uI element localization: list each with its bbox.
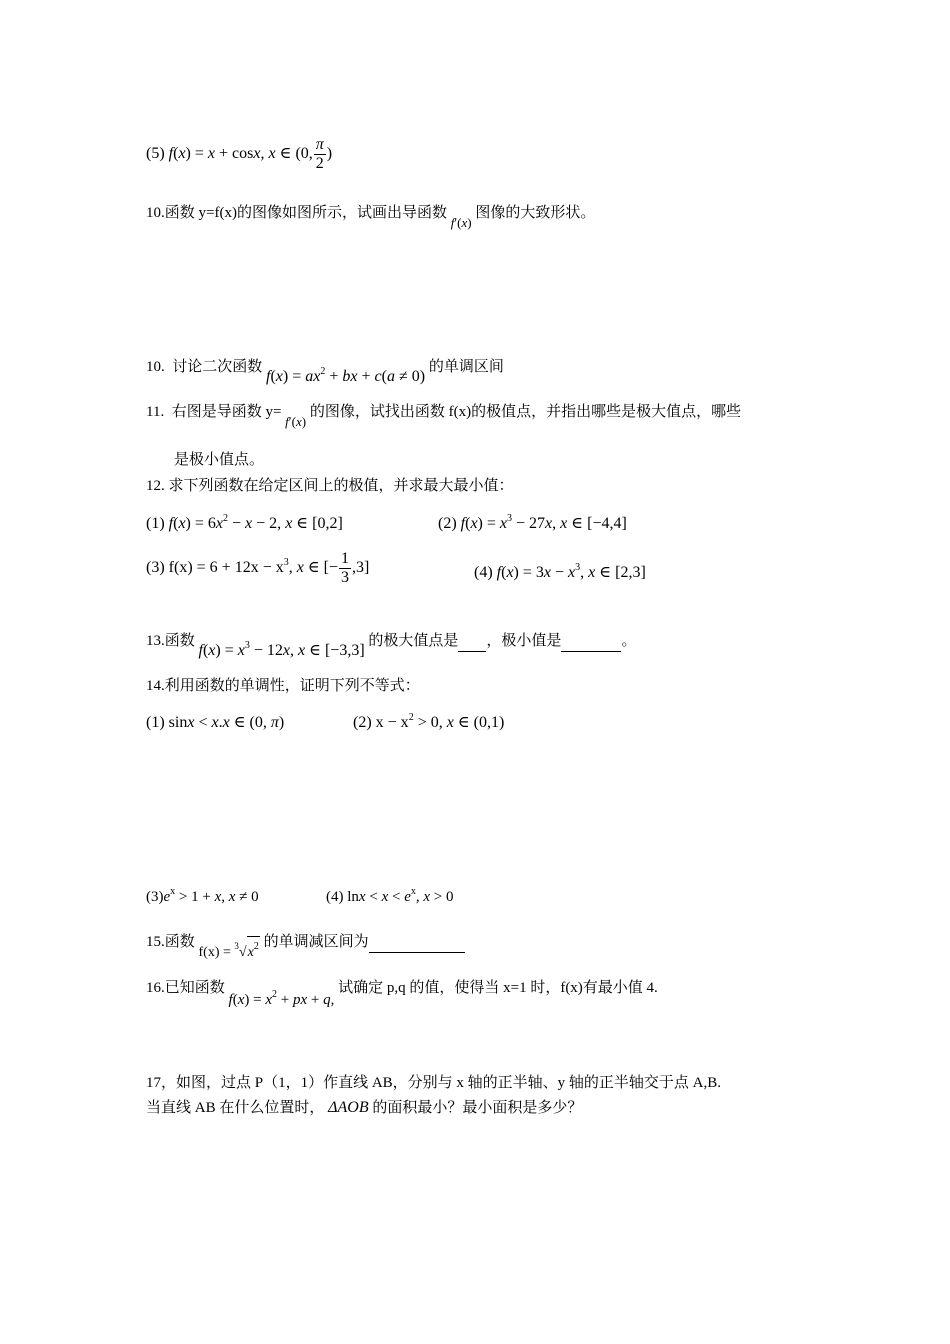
question-17-line1: 17，如图，过点 P（1，1）作直线 AB，分别与 x 轴的正半轴、y 轴的正半轴交于点 A,B. bbox=[146, 1075, 722, 1091]
question-12: 12. 求下列函数在给定区间上的极值，并求最大最小值： bbox=[146, 478, 514, 494]
answer-blank-interval[interactable] bbox=[369, 932, 465, 953]
answer-blank-min[interactable] bbox=[561, 631, 621, 652]
question-10a: 10.函数 y=f(x)的图像如图所示，试画出导函数 f′(x) 图像的大致形状。 bbox=[146, 205, 596, 230]
formula-14-1: (1) sinx < x.x ∈ (0, π) bbox=[146, 714, 285, 731]
answer-blank-max[interactable] bbox=[458, 631, 486, 652]
question-15: 15.函数 $f(x) = ^3√x^2$ 的单调减区间为 bbox=[146, 926, 465, 953]
formula-14-3: $(3)e^x > 1 + x$, x ≠ 0 bbox=[146, 886, 259, 905]
question-11: 11. 右图是导函数 y= f′(x) 的图像，试找出函数 f(x)的极值点，并指出哪些是极大值点，哪些 bbox=[146, 404, 742, 429]
formula-12-3: (3) $f(x) = 6 + 12x - x^3$, x ∈ [− $\frac{1}{3}$ ,3] bbox=[146, 550, 370, 586]
formula-12-1: (1) $f(x) = 6x^2 - x - 2$, x ∈ [0,2] bbox=[146, 513, 343, 532]
question-16: 16.已知函数 $f(x) = x^2$ + px + q, 试确定 p,q 的值，使得当 x=1 时，f(x)有最小值 4. bbox=[146, 980, 658, 1008]
formula-14-2: (2) $x - x^2 > 0$, x ∈ (0,1) bbox=[353, 712, 505, 731]
formula-14-4: (4) $\ln x < x < e^x$, x > 0 bbox=[326, 886, 454, 905]
question-14: 14.利用函数的单调性，证明下列不等式： bbox=[146, 678, 420, 694]
formula-12-2: (2) $f(x) = x^3 - 27x$, x ∈ [−4,4] bbox=[438, 513, 627, 532]
question-13: 13.函数 $f(x) = x^3 - 12x$, x ∈ [−3,3] 的极大值点是 ，极小值是 。 bbox=[146, 633, 637, 659]
question-10b: 10. 讨论二次函数 $f(x) = ax^2$ + bx + c(a ≠ 0) 的单调区间 bbox=[146, 359, 504, 385]
question-17-line2: 当直线 AB 在什么位置时， ΔAOB 的面积最小？最小面积是多少？ bbox=[146, 1099, 583, 1116]
question-11-line2: 是极小值点。 bbox=[174, 452, 265, 468]
formula-5: (5) f(x) = x + cosx, x ∈ (0, $\frac{\pi}{2}$ ) bbox=[146, 136, 333, 172]
formula-12-4: (4) $f(x) = 3x - x^3$, x ∈ [2,3] bbox=[474, 562, 646, 581]
